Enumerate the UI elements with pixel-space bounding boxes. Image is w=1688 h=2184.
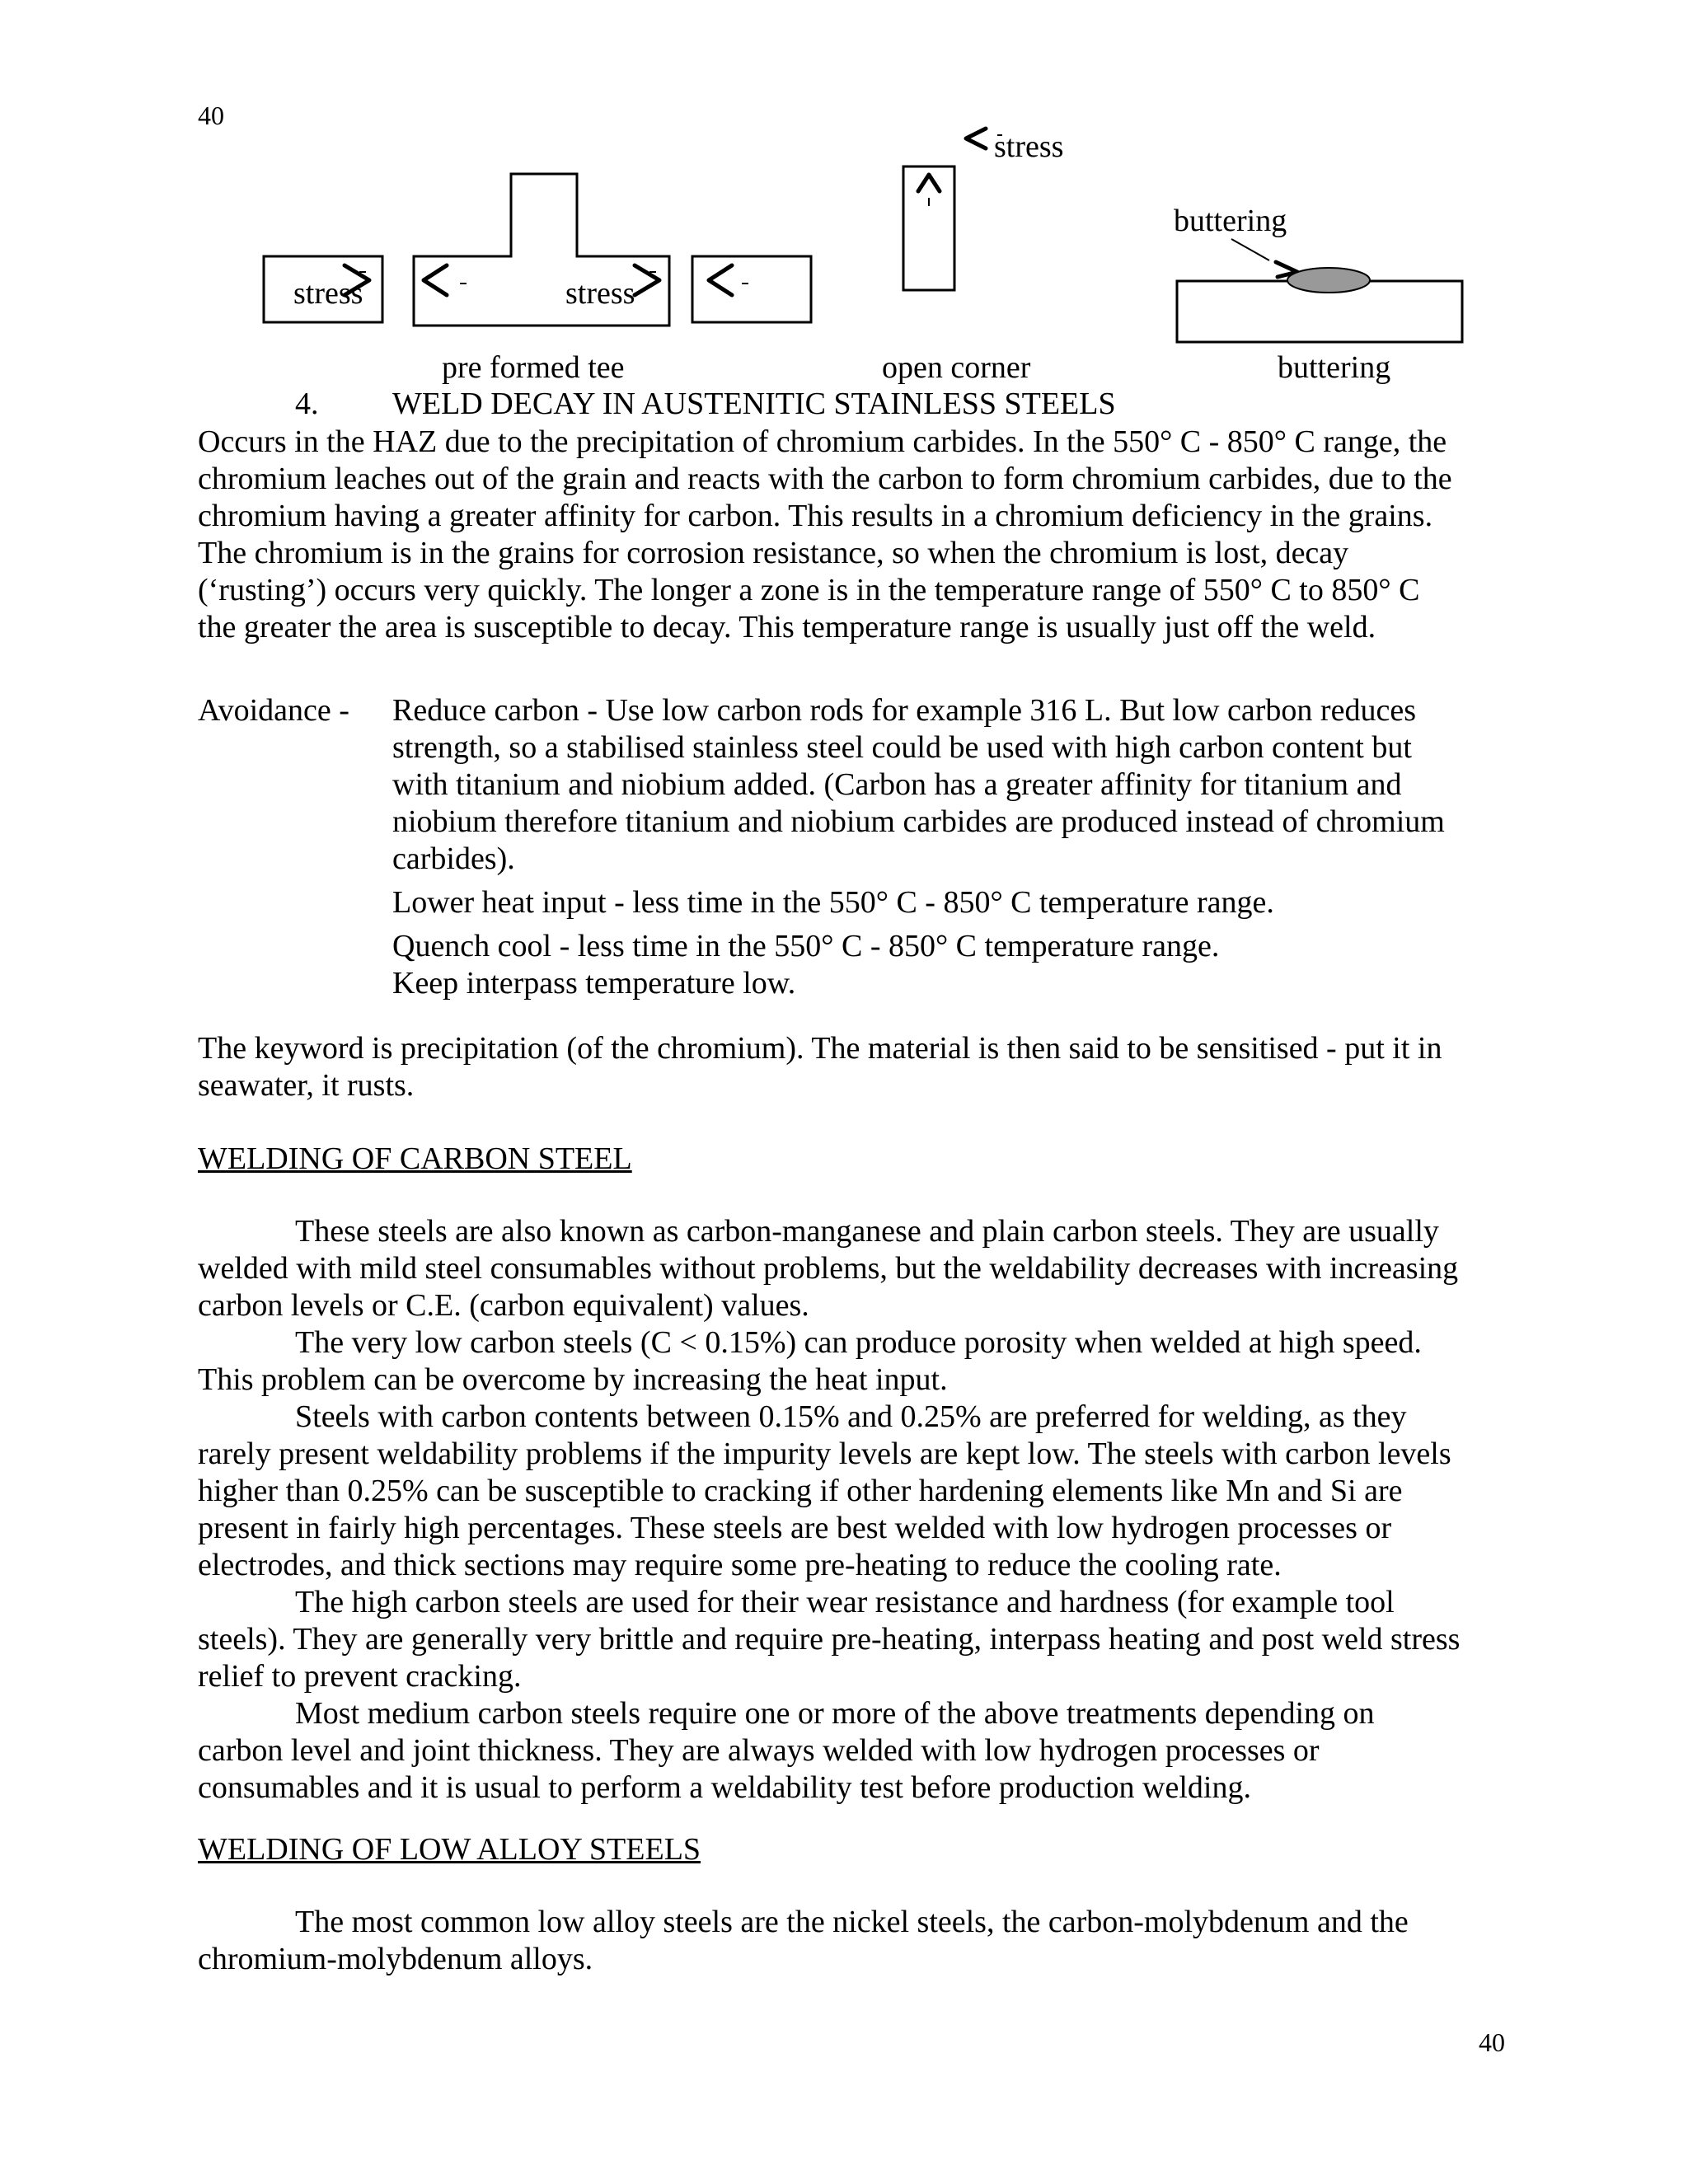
corner-stress-label: stress [994,129,1064,164]
text-line: The high carbon steels are used for their wear resistance and hardness (for example tool [295,1585,1395,1619]
text-line: relief to prevent cracking. [198,1659,522,1694]
text-line: rarely present weldability problems if the impurity levels are kept low. The steels with carbon levels [198,1436,1451,1471]
arrow-up-icon [918,175,940,191]
low-alloy-heading: WELDING OF LOW ALLOY STEELS [198,1832,701,1867]
corner-caption: open corner [882,350,1031,385]
avoidance-label: Avoidance - [198,693,349,728]
keyword-paragraph [198,1030,1517,1104]
buttering-caption: buttering [1278,350,1391,385]
avoidance-line: niobium therefore titanium and niobium carbides are produced instead of chromium [392,804,1445,839]
page-number-top: 40 [198,101,224,130]
tee-stress-label-left: stress [293,276,363,311]
text-line: The very low carbon steels (C < 0.15%) can produce porosity when welded at high speed. [295,1325,1422,1360]
text-line: steels). They are generally very brittle and require pre-heating, interpass heating and post weld stress [198,1622,1461,1657]
arrow-left-icon [709,265,732,295]
joint-stress-figure [0,0,1688,396]
text-line: welded with mild steel consumables without problems, but the weldability decreases with increasing [198,1251,1459,1286]
text-line: This problem can be overcome by increasing the heat input. [198,1362,948,1397]
text-line: seawater, it rusts. [198,1068,415,1103]
avoidance-line: Keep interpass temperature low. [392,966,796,1001]
buttering-label: buttering [1174,204,1287,238]
text-line: carbon level and joint thickness. They are always welded with low hydrogen processes or [198,1733,1320,1768]
section-number: 4. [295,387,319,421]
text-line: consumables and it is usual to perform a weldability test before production welding. [198,1770,1251,1805]
text-line: These steels are also known as carbon-manganese and plain carbon steels. They are usually [295,1214,1439,1249]
carbon-steel-body [198,1213,1517,1807]
avoidance-list [392,692,1546,1002]
low-alloy-body [198,1904,1517,1978]
arrow-left-icon [966,129,986,148]
text-line: Most medium carbon steels require one or more of the above treatments depending on [295,1696,1375,1731]
carbon-steel-heading: WELDING OF CARBON STEEL [198,1141,632,1176]
text-line: chromium-molybdenum alloys. [198,1942,593,1976]
text-line: The keyword is precipitation (of the chromium). The material is then said to be sensitised - put it in [198,1031,1442,1066]
text-line: carbon levels or C.E. (carbon equivalent) values. [198,1288,809,1323]
avoidance-line: Quench cool - less time in the 550° C - 850° C temperature range. [392,929,1220,963]
tee-stress-label-right: stress [565,276,635,311]
page-number-bottom: 40 [1479,2027,1505,2057]
arrow-right-icon [635,265,659,295]
corner-plate [903,166,954,290]
section-title: WELD DECAY IN AUSTENITIC STAINLESS STEELS [392,387,1116,421]
weld-decay-paragraph [198,424,1517,646]
avoidance-line: Lower heat input - less time in the 550° C - 850° C temperature range. [392,885,1274,920]
text-line: (‘rusting’) occurs very quickly. The longer a zone is in the temperature range of 550° C to 850° C [198,573,1420,607]
text-line: The most common low alloy steels are the nickel steels, the carbon-molybdenum and the [295,1905,1409,1939]
text-line: electrodes, and thick sections may require some pre-heating to reduce the cooling rate. [198,1548,1282,1582]
arrow-left-icon [424,265,447,295]
avoidance-line: strength, so a stabilised stainless steel could be used with high carbon content but [392,730,1412,765]
avoidance-line: carbides). [392,841,515,876]
text-line: higher than 0.25% can be susceptible to cracking if other hardening elements like Mn and Si are [198,1474,1403,1508]
text-line: The chromium is in the grains for corrosion resistance, so when the chromium is lost, decay [198,536,1349,570]
text-line: chromium having a greater affinity for carbon. This results in a chromium deficiency in the grains. [198,499,1433,533]
text-line: chromium leaches out of the grain and reacts with the carbon to form chromium carbides, due to the [198,462,1452,496]
avoidance-line: Reduce carbon - Use low carbon rods for example 316 L. But low carbon reduces [392,693,1416,728]
text-line: Occurs in the HAZ due to the precipitation of chromium carbides. In the 550° C - 850° C range, the [198,424,1447,459]
text-line: the greater the area is susceptible to decay. This temperature range is usually just off the weld. [198,610,1376,644]
text-line: Steels with carbon contents between 0.15% and 0.25% are preferred for welding, as they [295,1399,1407,1434]
avoidance-line: with titanium and niobium added. (Carbon has a greater affinity for titanium and [392,767,1402,802]
tee-right-plate [692,256,811,322]
tee-caption: pre formed tee [442,350,625,385]
text-line: present in fairly high percentages. These steels are best welded with low hydrogen processes or [198,1511,1392,1545]
buttering-bead [1287,268,1370,293]
